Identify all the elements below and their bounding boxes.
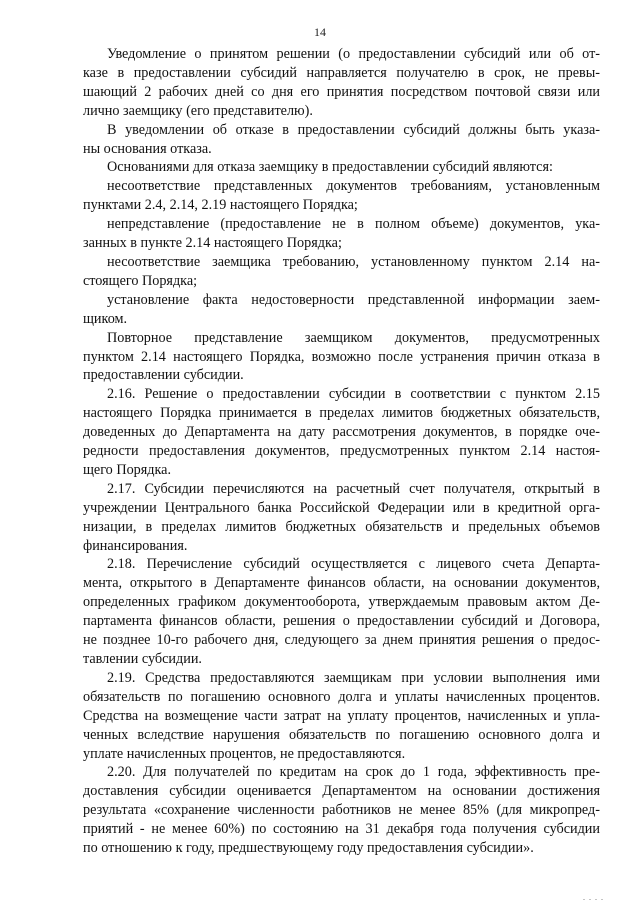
paragraph <box>83 385 600 480</box>
text-line: результата «сохранение численности работников не менее 85% (для микропред- <box>83 802 600 819</box>
text-line: ченных вследствие нарушения обязательств по погашению основного долга и <box>83 726 600 743</box>
paragraph <box>83 158 600 177</box>
text-line: казе в предоставлении субсидий направляется получателю в срок, не превы- <box>83 64 600 81</box>
paragraph <box>83 253 600 291</box>
scan-mark: . . . . <box>583 893 604 902</box>
text-line: мента, открытого в Департаменте финансов области, на основании документов, <box>83 575 600 592</box>
text-line: 2.16. Решение о предоставлении субсидии в соответствии с пунктом 2.15 <box>107 386 600 403</box>
paragraph <box>83 555 600 668</box>
document-body <box>83 45 600 858</box>
text-line: 2.18. Перечисление субсидий осуществляется с лицевого счета Департа- <box>107 556 600 573</box>
text-line: щего Порядка. <box>83 461 172 478</box>
text-line: 2.19. Средства предоставляются заемщикам при условии выполнения ими <box>107 669 600 686</box>
text-line: финансирования. <box>83 537 188 554</box>
text-line: пунктами 2.4, 2.14, 2.19 настоящего Порядка; <box>83 197 358 214</box>
text-line: редности предоставления документов, предусмотренных пунктом 2.14 настоя- <box>83 443 600 460</box>
text-line: не позднее 10-го рабочего дня, следующего за днем принятия решения о предос- <box>83 632 600 649</box>
text-line: Основаниями для отказа заемщику в предоставлении субсидий являются: <box>107 159 553 176</box>
text-line: партамента финансов области, решения о предоставлении субсидий и Договора, <box>83 613 600 630</box>
text-line: уплате начисленных процентов, не предоставляются. <box>83 745 406 762</box>
text-line: доставления субсидии оценивается Департаментом на основании достижения <box>83 783 600 800</box>
paragraph <box>83 291 600 329</box>
text-line: 2.17. Субсидии перечисляются на расчетный счет получателя, открытый в <box>107 480 600 497</box>
text-line: приятий - не менее 60%) по состоянию на 31 декабря года получения субсидии <box>83 821 600 838</box>
text-line: несоответствие заемщика требованию, установленному пунктом 2.14 на- <box>107 253 600 270</box>
text-line: ны основания отказа. <box>83 140 212 157</box>
text-line: занных в пункте 2.14 настоящего Порядка; <box>83 235 342 252</box>
text-line: настоящего Порядка принимается в пределах лимитов бюджетных обязательств, <box>83 405 600 422</box>
text-line: Уведомление о принятом решении (о предоставлении субсидий или об от- <box>107 46 600 62</box>
text-line: установление факта недостоверности представленной информации заем- <box>107 291 600 308</box>
text-line: 2.20. Для получателей по кредитам на срок до 1 года, эффективность пре- <box>107 764 600 781</box>
text-line: непредставление (предоставление не в полном объеме) документов, ука- <box>107 216 600 233</box>
text-line: доведенных до Департамента на дату рассмотрения документов, в порядке оче- <box>83 424 600 441</box>
text-line: лично заемщику (его представителю). <box>83 102 313 119</box>
text-line: шающий 2 рабочих дней со дня его принятия посредством почтовой связи или <box>83 83 600 100</box>
text-line: пунктом 2.14 настоящего Порядка, возможно после устранения причин отказа в <box>83 348 600 365</box>
text-line: В уведомлении об отказе в предоставлении субсидий должны быть указа- <box>107 121 600 138</box>
text-line: Повторное представление заемщиком документов, предусмотренных <box>107 329 600 346</box>
text-line: несоответствие представленных документов требованиям, установленным <box>107 178 600 195</box>
text-line: по отношению к году, предшествующему году предоставления субсидии». <box>83 840 534 857</box>
text-line: Средства на возмещение части затрат на уплату процентов, начисленных и упла- <box>83 707 600 724</box>
paragraph <box>83 763 600 858</box>
paragraph <box>83 669 600 764</box>
text-line: учреждении Центрального банка Российской Федерации или в кредитной орга- <box>83 499 600 516</box>
text-line: обязательств по погашению основного долга и уплаты начисленных процентов. <box>83 688 600 705</box>
paragraph <box>83 177 600 215</box>
text-line: предоставлении субсидии. <box>83 367 244 384</box>
text-line: низации, в пределах лимитов бюджетных обязательств и предельных объемов <box>83 518 600 535</box>
paragraph <box>83 215 600 253</box>
paragraph <box>83 121 600 159</box>
page-number: 14 <box>314 25 326 39</box>
text-line: определенных графиком документооборота, утверждаемым правовым актом Де- <box>83 594 600 611</box>
text-line: стоящего Порядка; <box>83 272 198 289</box>
text-line: щиком. <box>83 310 128 327</box>
text-line: тавлении субсидии. <box>83 651 202 667</box>
paragraph <box>83 45 600 121</box>
paragraph <box>83 329 600 386</box>
paragraph <box>83 480 600 556</box>
